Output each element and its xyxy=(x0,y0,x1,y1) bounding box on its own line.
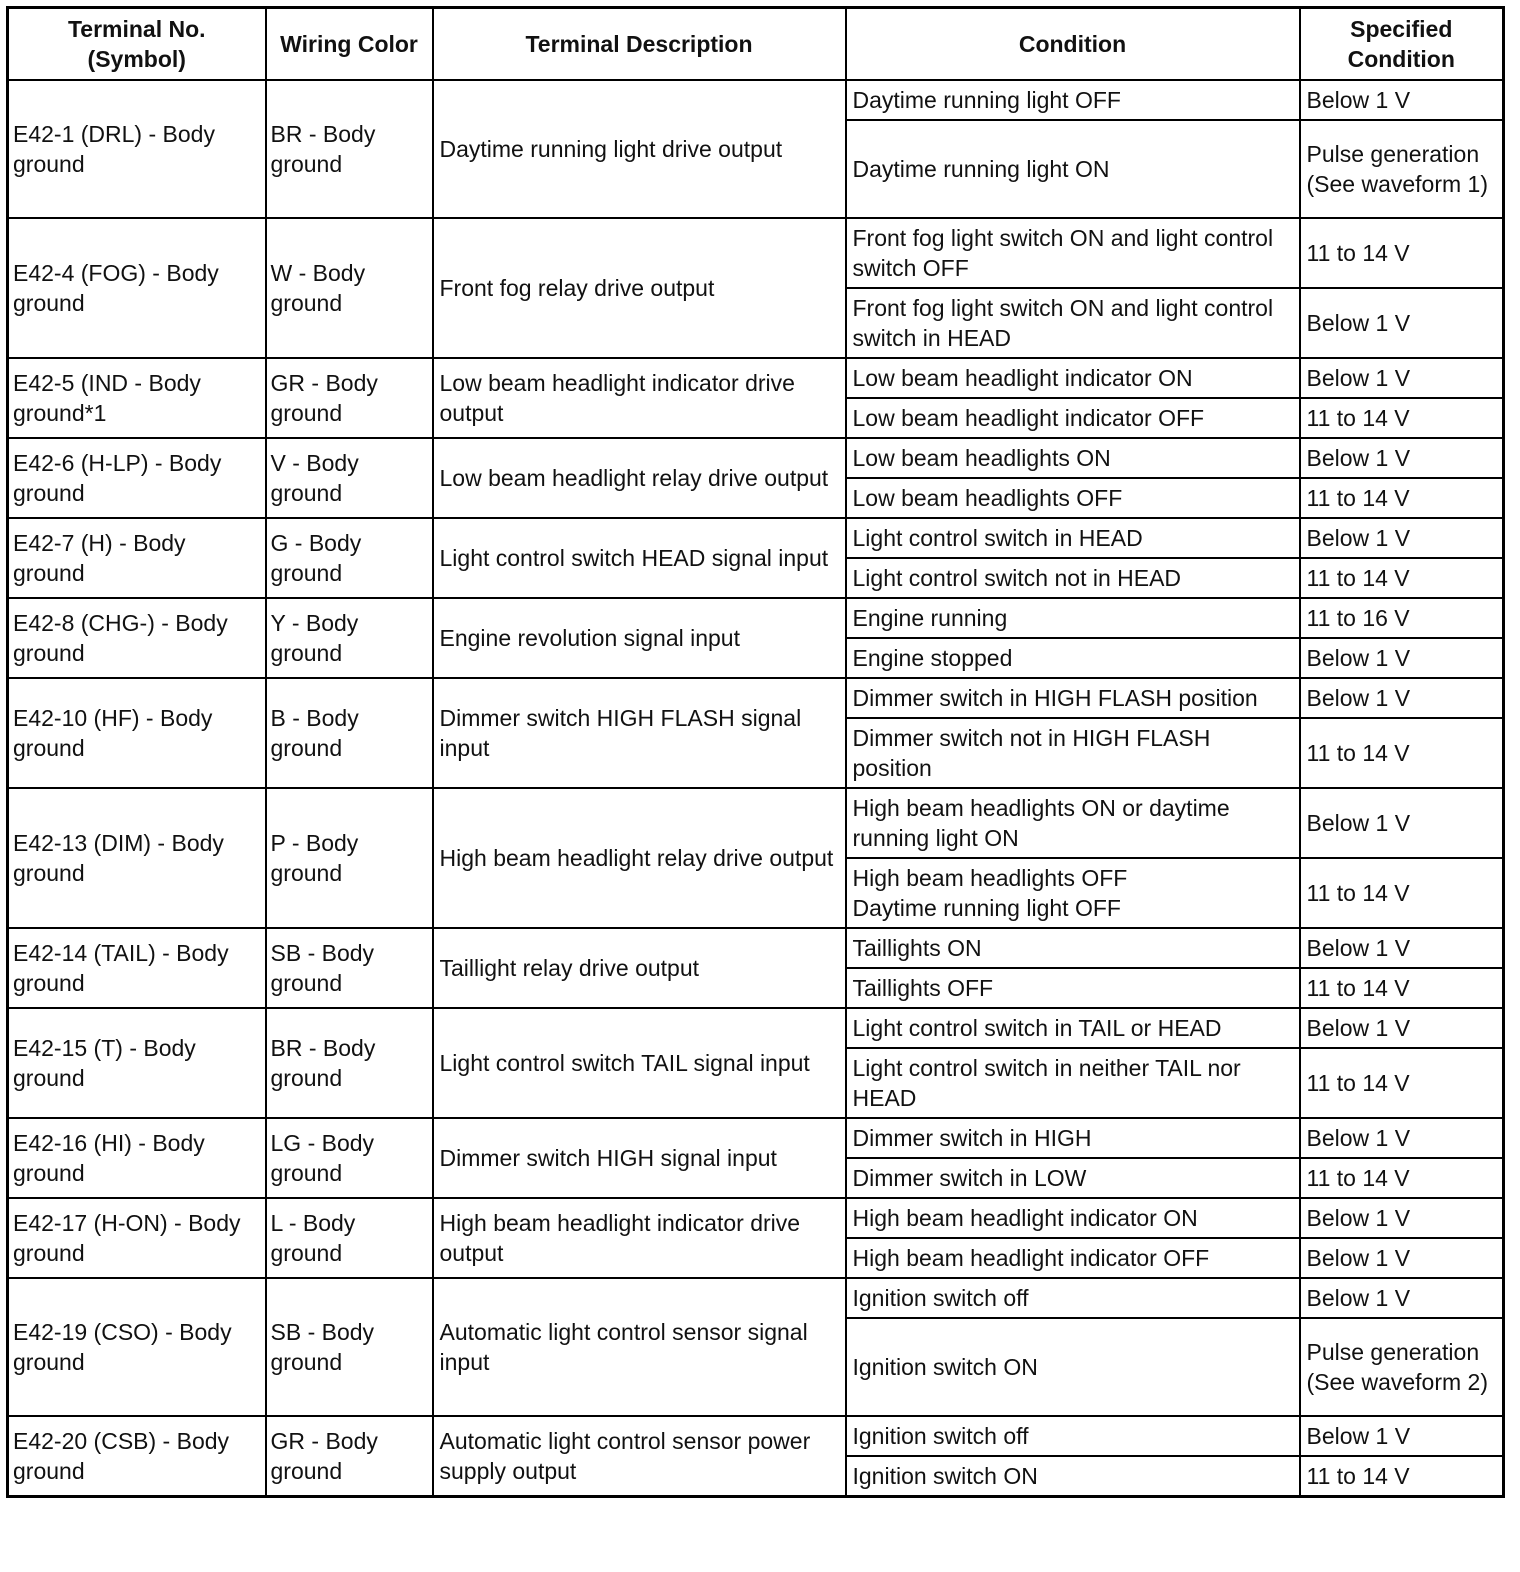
specified-cell: 11 to 14 V xyxy=(1300,968,1504,1008)
specified-cell: Below 1 V xyxy=(1300,638,1504,678)
specified-cell: 11 to 14 V xyxy=(1300,558,1504,598)
condition-cell: Low beam headlights OFF xyxy=(846,478,1300,518)
condition-cell: Daytime running light ON xyxy=(846,120,1300,218)
terminal-cell: E42-16 (HI) - Body ground xyxy=(8,1118,266,1198)
wiring-color-cell: Y - Body ground xyxy=(266,598,433,678)
wiring-color-cell: BR - Body ground xyxy=(266,1008,433,1118)
description-cell: Automatic light control sensor signal input xyxy=(433,1278,846,1416)
terminal-cell: E42-13 (DIM) - Body ground xyxy=(8,788,266,928)
condition-cell: Dimmer switch in HIGH xyxy=(846,1118,1300,1158)
table-row xyxy=(8,928,1504,968)
terminal-cell: E42-1 (DRL) - Body ground xyxy=(8,80,266,218)
terminal-cell: E42-17 (H-ON) - Body ground xyxy=(8,1198,266,1278)
terminal-cell: E42-5 (IND - Body ground*1 xyxy=(8,358,266,438)
description-cell: Dimmer switch HIGH FLASH signal input xyxy=(433,678,846,788)
condition-cell: Ignition switch off xyxy=(846,1416,1300,1456)
specified-cell: 11 to 14 V xyxy=(1300,478,1504,518)
wiring-color-cell: L - Body ground xyxy=(266,1198,433,1278)
condition-cell: Front fog light switch ON and light control switch in HEAD xyxy=(846,288,1300,358)
description-cell: High beam headlight indicator drive output xyxy=(433,1198,846,1278)
wiring-color-cell: W - Body ground xyxy=(266,218,433,358)
condition-cell: High beam headlight indicator OFF xyxy=(846,1238,1300,1278)
specified-cell: Below 1 V xyxy=(1300,678,1504,718)
condition-cell: Low beam headlight indicator ON xyxy=(846,358,1300,398)
condition-cell: Dimmer switch in LOW xyxy=(846,1158,1300,1198)
wiring-color-cell: V - Body ground xyxy=(266,438,433,518)
description-cell: Automatic light control sensor power supply output xyxy=(433,1416,846,1496)
condition-cell: Low beam headlights ON xyxy=(846,438,1300,478)
condition-cell: High beam headlight indicator ON xyxy=(846,1198,1300,1238)
description-cell: Dimmer switch HIGH signal input xyxy=(433,1118,846,1198)
specified-cell: Below 1 V xyxy=(1300,788,1504,858)
wiring-color-cell: SB - Body ground xyxy=(266,1278,433,1416)
terminal-cell: E42-10 (HF) - Body ground xyxy=(8,678,266,788)
condition-cell: High beam headlights OFF Daytime running light OFF xyxy=(846,858,1300,928)
condition-cell: Light control switch in HEAD xyxy=(846,518,1300,558)
condition-cell: Light control switch not in HEAD xyxy=(846,558,1300,598)
specified-cell: Below 1 V xyxy=(1300,358,1504,398)
wiring-color-cell: P - Body ground xyxy=(266,788,433,928)
terminal-cell: E42-6 (H-LP) - Body ground xyxy=(8,438,266,518)
description-cell: Light control switch TAIL signal input xyxy=(433,1008,846,1118)
condition-cell: Light control switch in TAIL or HEAD xyxy=(846,1008,1300,1048)
terminal-cell: E42-20 (CSB) - Body ground xyxy=(8,1416,266,1496)
condition-cell: Low beam headlight indicator OFF xyxy=(846,398,1300,438)
table-row xyxy=(8,218,1504,288)
specified-cell: Below 1 V xyxy=(1300,1416,1504,1456)
description-cell: Low beam headlight indicator drive output xyxy=(433,358,846,438)
header-wiring-color: Wiring Color xyxy=(266,8,433,81)
specified-cell: Below 1 V xyxy=(1300,1238,1504,1278)
condition-cell: Engine running xyxy=(846,598,1300,638)
table-row xyxy=(8,1416,1504,1456)
specified-cell: Below 1 V xyxy=(1300,288,1504,358)
specified-cell: Below 1 V xyxy=(1300,928,1504,968)
terminal-cell: E42-14 (TAIL) - Body ground xyxy=(8,928,266,1008)
specified-cell: Below 1 V xyxy=(1300,1008,1504,1048)
header-specified-condition: Specified Condition xyxy=(1300,8,1504,81)
condition-cell: High beam headlights ON or daytime running light ON xyxy=(846,788,1300,858)
condition-cell: Taillights ON xyxy=(846,928,1300,968)
table-header xyxy=(8,8,1504,81)
terminal-cell: E42-19 (CSO) - Body ground xyxy=(8,1278,266,1416)
table-body xyxy=(8,80,1504,1496)
description-cell: Taillight relay drive output xyxy=(433,928,846,1008)
specified-cell: Below 1 V xyxy=(1300,518,1504,558)
specified-cell: 11 to 14 V xyxy=(1300,718,1504,788)
condition-cell: Ignition switch off xyxy=(846,1278,1300,1318)
specified-cell: Below 1 V xyxy=(1300,1198,1504,1238)
wiring-color-cell: GR - Body ground xyxy=(266,358,433,438)
table-row xyxy=(8,518,1504,558)
header-terminal: Terminal No. (Symbol) xyxy=(8,8,266,81)
specified-cell: Below 1 V xyxy=(1300,438,1504,478)
wiring-color-cell: B - Body ground xyxy=(266,678,433,788)
specified-cell: Pulse generation (See waveform 2) xyxy=(1300,1318,1504,1416)
wiring-color-cell: SB - Body ground xyxy=(266,928,433,1008)
terminal-cell: E42-7 (H) - Body ground xyxy=(8,518,266,598)
specified-cell: 11 to 14 V xyxy=(1300,218,1504,288)
wiring-color-cell: BR - Body ground xyxy=(266,80,433,218)
condition-cell: Dimmer switch not in HIGH FLASH position xyxy=(846,718,1300,788)
condition-cell: Engine stopped xyxy=(846,638,1300,678)
wiring-color-cell: LG - Body ground xyxy=(266,1118,433,1198)
specified-cell: 11 to 14 V xyxy=(1300,398,1504,438)
wiring-color-cell: GR - Body ground xyxy=(266,1416,433,1496)
specified-cell: Below 1 V xyxy=(1300,1118,1504,1158)
terminal-cell: E42-8 (CHG-) - Body ground xyxy=(8,598,266,678)
table-row xyxy=(8,438,1504,478)
table-row xyxy=(8,788,1504,858)
wiring-color-cell: G - Body ground xyxy=(266,518,433,598)
specified-cell: 11 to 14 V xyxy=(1300,1048,1504,1118)
header-row xyxy=(8,8,1504,81)
condition-cell: Ignition switch ON xyxy=(846,1456,1300,1496)
table-row xyxy=(8,598,1504,638)
terminal-cell: E42-4 (FOG) - Body ground xyxy=(8,218,266,358)
description-cell: Front fog relay drive output xyxy=(433,218,846,358)
specified-cell: 11 to 14 V xyxy=(1300,1456,1504,1496)
condition-cell: Dimmer switch in HIGH FLASH position xyxy=(846,678,1300,718)
header-condition: Condition xyxy=(846,8,1300,81)
description-cell: Low beam headlight relay drive output xyxy=(433,438,846,518)
condition-cell: Ignition switch ON xyxy=(846,1318,1300,1416)
description-cell: Engine revolution signal input xyxy=(433,598,846,678)
specified-cell: 11 to 14 V xyxy=(1300,858,1504,928)
description-cell: Light control switch HEAD signal input xyxy=(433,518,846,598)
table-row xyxy=(8,1008,1504,1048)
table-row xyxy=(8,80,1504,120)
header-terminal-description: Terminal Description xyxy=(433,8,846,81)
description-cell: High beam headlight relay drive output xyxy=(433,788,846,928)
table-row xyxy=(8,1118,1504,1158)
description-cell: Daytime running light drive output xyxy=(433,80,846,218)
condition-cell: Light control switch in neither TAIL nor HEAD xyxy=(846,1048,1300,1118)
specified-cell: Below 1 V xyxy=(1300,80,1504,120)
condition-cell: Taillights OFF xyxy=(846,968,1300,1008)
table-row xyxy=(8,678,1504,718)
specified-cell: 11 to 14 V xyxy=(1300,1158,1504,1198)
table-row xyxy=(8,1278,1504,1318)
condition-cell: Front fog light switch ON and light control switch OFF xyxy=(846,218,1300,288)
condition-cell: Daytime running light OFF xyxy=(846,80,1300,120)
table-row xyxy=(8,358,1504,398)
terminal-table xyxy=(6,6,1505,1498)
terminal-cell: E42-15 (T) - Body ground xyxy=(8,1008,266,1118)
specified-cell: Below 1 V xyxy=(1300,1278,1504,1318)
table-row xyxy=(8,1198,1504,1238)
specified-cell: Pulse generation (See waveform 1) xyxy=(1300,120,1504,218)
specified-cell: 11 to 16 V xyxy=(1300,598,1504,638)
